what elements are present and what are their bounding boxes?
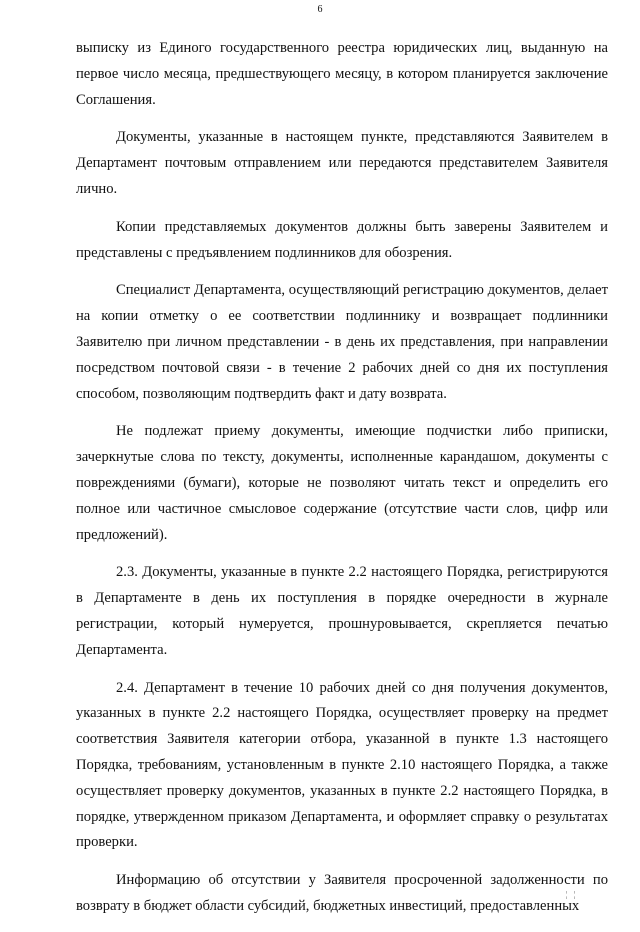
paragraph: Специалист Департамента, осуществляющий регистрацию документов, делает на копии отметку о ее соответствии подлиннику и возвращает подлинники Заявителю при личном представлении - в день их представления, при направлении посредством почтовой связи - в течение 2 рабочих дней со дня их поступления способом, позволяющим подтвердить факт и дату возврата. [76, 282, 608, 402]
paragraph: Документы, указанные в настоящем пункте, представляются Заявителем в Департамент почтовым отправлением или передаются представителем Заявителя лично. [76, 129, 608, 197]
paragraph: Не подлежат приему документы, имеющие подчистки либо приписки, зачеркнутые слова по тексту, документы, исполненные карандашом, документы с повреждениями (бумаги), которые не позволяют читать текст и определить его полное или частичное смысловое содержание (отсутствие части слов, цифр или предложений). [76, 423, 608, 543]
page-number: 6 [317, 4, 323, 15]
paragraph: 2.3. Документы, указанные в пункте 2.2 настоящего Порядка, регистрируются в Департаменте в день их поступления в порядке очередности в журнале регистрации, который нумеруется, прошнуровывается, скрепляется печатью Департамента. [76, 564, 608, 658]
scan-marks: ¦ ¦ [566, 890, 578, 899]
paragraph: выписку из Единого государственного реестра юридических лиц, выданную на первое число месяца, предшествующего месяцу, в котором планируется заключение Соглашения. [76, 40, 608, 108]
paragraph: 2.4. Департамент в течение 10 рабочих дней со дня получения документов, указанных в пункте 2.2 настоящего Порядка, осуществляет проверку на предмет соответствия Заявителя категории отбора, указанной в пункте 1.3 настоящего Порядка, требованиям, установленным в пункте 2.10 настоящего Порядка, а также осуществляет проверку документов, указанных в пункте 2.2 настоящего Порядка, в порядке, утвержденном приказом Департамента, и оформляет справку о результатах проверки. [76, 679, 608, 851]
document-body [76, 36, 608, 932]
paragraph: Копии представляемых документов должны быть заверены Заявителем и представлены с предъявлением подлинников для обозрения. [76, 218, 608, 261]
paragraph: Информацию об отсутствии у Заявителя просроченной задолженности по возврату в бюджет области субсидий, бюджетных инвестиций, предоставленных [76, 872, 608, 914]
